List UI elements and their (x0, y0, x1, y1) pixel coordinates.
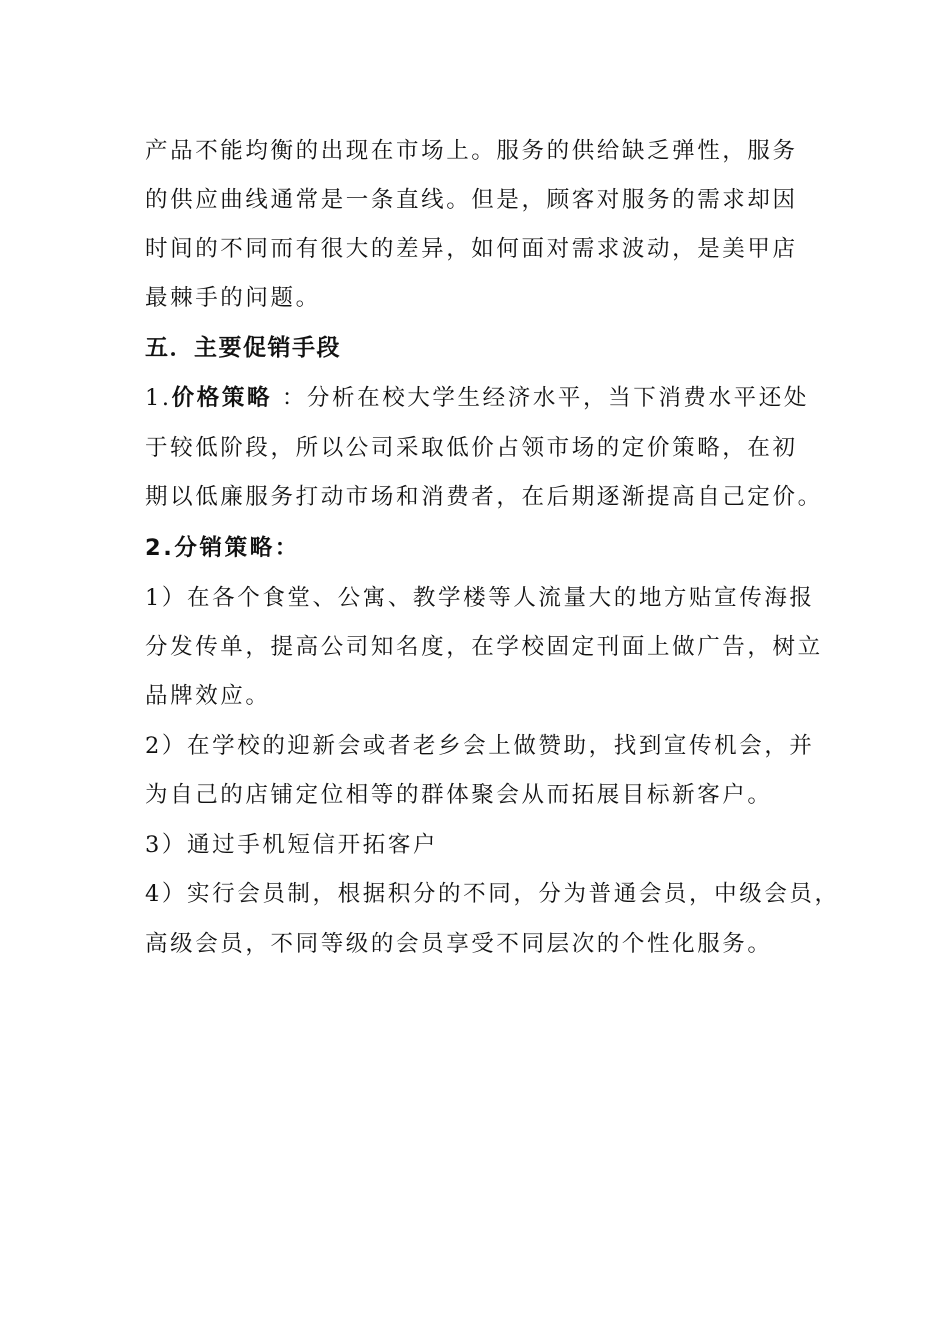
list-item-line: 4）实行会员制，根据积分的不同，分为普通会员，中级会员， (145, 881, 840, 907)
list-item-line: 品牌效应。 (145, 683, 271, 709)
section-heading: 五．主要促销手段 (145, 335, 341, 361)
price-strategy-line: 于较低阶段，所以公司采取低价占领市场的定价策略，在初 (145, 435, 798, 461)
list-item-line: 分发传单，提高公司知名度，在学校固定刊面上做广告，树立 (145, 634, 823, 660)
price-strategy-text: ：分析在校大学生经济水平，当下消费水平还处 (272, 385, 809, 411)
price-strategy-title: 价格策略 (171, 385, 273, 411)
price-strategy-line: 期以低廉服务打动市场和消费者，在后期逐渐提高自己定价。 (145, 484, 823, 510)
distribution-heading: 2.分销策略： (145, 535, 300, 561)
paragraph-line: 时间的不同而有很大的差异，如何面对需求波动，是美甲店 (145, 236, 798, 262)
price-strategy-line (145, 383, 845, 413)
list-item-line: 1）在各个食堂、公寓、教学楼等人流量大的地方贴宣传海报 (145, 585, 815, 611)
paragraph-line: 最棘手的问题。 (145, 285, 321, 311)
list-item-line: 3）通过手机短信开拓客户 (145, 832, 439, 858)
list-item-line: 高级会员，不同等级的会员享受不同层次的个性化服务。 (145, 931, 773, 957)
list-item-line: 2）在学校的迎新会或者老乡会上做赞助，找到宣传机会，并 (145, 733, 815, 759)
paragraph-line: 的供应曲线通常是一条直线。但是，顾客对服务的需求却因 (145, 187, 798, 213)
price-strategy-number: 1. (145, 385, 172, 411)
list-item-line: 为自己的店铺定位相等的群体聚会从而拓展目标新客户。 (145, 782, 773, 808)
paragraph-line: 产品不能均衡的出现在市场上。服务的供给缺乏弹性，服务 (145, 138, 798, 164)
